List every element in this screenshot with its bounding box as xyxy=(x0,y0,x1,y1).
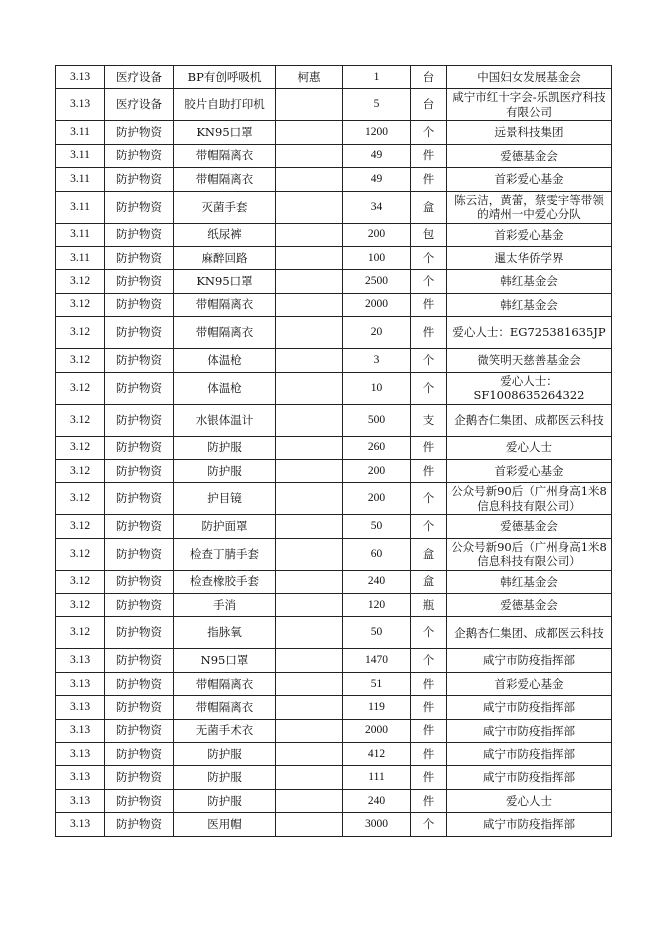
cell-donor: 咸宁市防疫指挥部 xyxy=(447,743,612,766)
cell-date: 3.11 xyxy=(56,191,105,223)
cell-donor: 暹太华侨学界 xyxy=(447,246,612,269)
cell-date: 3.13 xyxy=(56,696,105,719)
cell-category: 防护物资 xyxy=(105,349,174,372)
cell-donor: 中国妇女发展基金会 xyxy=(447,66,612,89)
cell-date: 3.12 xyxy=(56,570,105,593)
cell-item: 灭菌手套 xyxy=(174,191,276,223)
cell-recipient xyxy=(276,813,343,836)
cell-recipient xyxy=(276,617,343,649)
table-row xyxy=(56,649,612,672)
cell-recipient xyxy=(276,538,343,570)
table-row xyxy=(56,121,612,144)
cell-recipient xyxy=(276,789,343,812)
cell-date: 3.12 xyxy=(56,270,105,293)
cell-quantity: 1200 xyxy=(343,121,411,144)
cell-item: 水银体温计 xyxy=(174,404,276,436)
cell-quantity: 100 xyxy=(343,246,411,269)
table-row xyxy=(56,246,612,269)
cell-item: 防护服 xyxy=(174,459,276,482)
cell-recipient xyxy=(276,594,343,617)
cell-recipient xyxy=(276,483,343,515)
cell-unit: 个 xyxy=(411,246,447,269)
cell-recipient xyxy=(276,743,343,766)
cell-recipient xyxy=(276,121,343,144)
table-row xyxy=(56,436,612,459)
cell-recipient xyxy=(276,168,343,191)
cell-category: 防护物资 xyxy=(105,270,174,293)
cell-quantity: 5 xyxy=(343,89,411,121)
cell-unit: 包 xyxy=(411,223,447,246)
cell-donor: 公众号新90后（广州身高1米8信息科技有限公司） xyxy=(447,538,612,570)
cell-date: 3.13 xyxy=(56,766,105,789)
cell-item: 防护服 xyxy=(174,743,276,766)
cell-quantity: 34 xyxy=(343,191,411,223)
cell-recipient xyxy=(276,372,343,404)
cell-item: 麻醉回路 xyxy=(174,246,276,269)
cell-category: 防护物资 xyxy=(105,570,174,593)
cell-unit: 个 xyxy=(411,349,447,372)
cell-date: 3.12 xyxy=(56,594,105,617)
cell-category: 防护物资 xyxy=(105,538,174,570)
cell-category: 防护物资 xyxy=(105,372,174,404)
cell-quantity: 120 xyxy=(343,594,411,617)
cell-date: 3.11 xyxy=(56,144,105,167)
table-row xyxy=(56,766,612,789)
cell-donor: 韩红基金会 xyxy=(447,293,612,316)
cell-quantity: 50 xyxy=(343,617,411,649)
donation-table xyxy=(55,65,612,837)
cell-quantity: 500 xyxy=(343,404,411,436)
cell-category: 防护物资 xyxy=(105,317,174,349)
cell-quantity: 2000 xyxy=(343,293,411,316)
cell-category: 防护物资 xyxy=(105,672,174,695)
cell-donor: 企鹅杏仁集团、成都医云科技 xyxy=(447,404,612,436)
cell-date: 3.12 xyxy=(56,459,105,482)
cell-item: 防护服 xyxy=(174,789,276,812)
cell-item: 医用帽 xyxy=(174,813,276,836)
cell-recipient xyxy=(276,719,343,742)
cell-item: 体温枪 xyxy=(174,349,276,372)
cell-recipient xyxy=(276,459,343,482)
cell-date: 3.13 xyxy=(56,649,105,672)
cell-donor: 企鹅杏仁集团、成都医云科技 xyxy=(447,617,612,649)
cell-item: 带帽隔离衣 xyxy=(174,293,276,316)
cell-category: 医疗设备 xyxy=(105,66,174,89)
cell-category: 防护物资 xyxy=(105,168,174,191)
cell-quantity: 200 xyxy=(343,459,411,482)
cell-unit: 支 xyxy=(411,404,447,436)
cell-donor: 爱德基金会 xyxy=(447,144,612,167)
cell-donor: 首彩爱心基金 xyxy=(447,223,612,246)
cell-item: 防护服 xyxy=(174,436,276,459)
cell-item: KN95口罩 xyxy=(174,270,276,293)
cell-unit: 件 xyxy=(411,436,447,459)
cell-recipient xyxy=(276,223,343,246)
table-row xyxy=(56,483,612,515)
table-row xyxy=(56,696,612,719)
cell-unit: 台 xyxy=(411,89,447,121)
cell-unit: 件 xyxy=(411,719,447,742)
cell-unit: 个 xyxy=(411,515,447,538)
table-row xyxy=(56,317,612,349)
cell-unit: 件 xyxy=(411,766,447,789)
cell-date: 3.12 xyxy=(56,293,105,316)
cell-donor: 爱德基金会 xyxy=(447,594,612,617)
cell-recipient xyxy=(276,696,343,719)
cell-category: 防护物资 xyxy=(105,766,174,789)
cell-date: 3.12 xyxy=(56,372,105,404)
cell-date: 3.13 xyxy=(56,66,105,89)
cell-date: 3.12 xyxy=(56,349,105,372)
cell-donor: 公众号新90后（广州身高1米8信息科技有限公司） xyxy=(447,483,612,515)
table-row xyxy=(56,594,612,617)
cell-item: 纸尿裤 xyxy=(174,223,276,246)
cell-item: 护目镜 xyxy=(174,483,276,515)
cell-unit: 件 xyxy=(411,168,447,191)
cell-quantity: 200 xyxy=(343,483,411,515)
cell-donor: 爱心人士 xyxy=(447,436,612,459)
table-row xyxy=(56,617,612,649)
cell-donor: 爱心人士：SF1008635264322 xyxy=(447,372,612,404)
cell-recipient xyxy=(276,570,343,593)
cell-category: 防护物资 xyxy=(105,813,174,836)
cell-unit: 件 xyxy=(411,789,447,812)
cell-category: 防护物资 xyxy=(105,649,174,672)
cell-category: 防护物资 xyxy=(105,719,174,742)
cell-unit: 个 xyxy=(411,372,447,404)
table-row xyxy=(56,743,612,766)
cell-item: 防护面罩 xyxy=(174,515,276,538)
table-row xyxy=(56,570,612,593)
cell-recipient xyxy=(276,404,343,436)
cell-donor: 咸宁市防疫指挥部 xyxy=(447,649,612,672)
cell-unit: 件 xyxy=(411,743,447,766)
cell-category: 防护物资 xyxy=(105,436,174,459)
cell-item: 带帽隔离衣 xyxy=(174,144,276,167)
cell-category: 防护物资 xyxy=(105,144,174,167)
cell-recipient xyxy=(276,649,343,672)
cell-recipient xyxy=(276,349,343,372)
cell-recipient xyxy=(276,317,343,349)
cell-item: 手消 xyxy=(174,594,276,617)
cell-item: 带帽隔离衣 xyxy=(174,672,276,695)
table-row xyxy=(56,89,612,121)
cell-date: 3.13 xyxy=(56,743,105,766)
cell-category: 防护物资 xyxy=(105,246,174,269)
table-row xyxy=(56,293,612,316)
cell-unit: 盒 xyxy=(411,538,447,570)
cell-date: 3.12 xyxy=(56,436,105,459)
cell-donor: 爱德基金会 xyxy=(447,515,612,538)
cell-unit: 个 xyxy=(411,813,447,836)
cell-recipient xyxy=(276,436,343,459)
cell-date: 3.13 xyxy=(56,789,105,812)
cell-unit: 个 xyxy=(411,121,447,144)
table-row xyxy=(56,538,612,570)
cell-quantity: 50 xyxy=(343,515,411,538)
table-row xyxy=(56,223,612,246)
cell-quantity: 260 xyxy=(343,436,411,459)
cell-recipient xyxy=(276,191,343,223)
cell-quantity: 51 xyxy=(343,672,411,695)
cell-quantity: 20 xyxy=(343,317,411,349)
cell-quantity: 240 xyxy=(343,789,411,812)
cell-quantity: 2500 xyxy=(343,270,411,293)
table-row xyxy=(56,66,612,89)
cell-recipient xyxy=(276,766,343,789)
table-row xyxy=(56,270,612,293)
cell-unit: 个 xyxy=(411,649,447,672)
cell-category: 防护物资 xyxy=(105,191,174,223)
cell-unit: 件 xyxy=(411,672,447,695)
cell-donor: 韩红基金会 xyxy=(447,270,612,293)
cell-date: 3.11 xyxy=(56,246,105,269)
cell-donor: 咸宁市防疫指挥部 xyxy=(447,766,612,789)
table-row xyxy=(56,349,612,372)
cell-recipient xyxy=(276,270,343,293)
cell-date: 3.11 xyxy=(56,121,105,144)
cell-unit: 个 xyxy=(411,270,447,293)
cell-item: 防护服 xyxy=(174,766,276,789)
cell-donor: 首彩爱心基金 xyxy=(447,672,612,695)
cell-item: 指脉氧 xyxy=(174,617,276,649)
cell-donor: 爱心人士 xyxy=(447,789,612,812)
table-row xyxy=(56,719,612,742)
cell-quantity: 111 xyxy=(343,766,411,789)
cell-category: 防护物资 xyxy=(105,121,174,144)
cell-recipient xyxy=(276,89,343,121)
cell-category: 防护物资 xyxy=(105,515,174,538)
cell-item: 体温枪 xyxy=(174,372,276,404)
cell-unit: 件 xyxy=(411,293,447,316)
table-row xyxy=(56,372,612,404)
cell-unit: 瓶 xyxy=(411,594,447,617)
cell-category: 防护物资 xyxy=(105,743,174,766)
cell-category: 防护物资 xyxy=(105,789,174,812)
cell-category: 防护物资 xyxy=(105,617,174,649)
cell-date: 3.12 xyxy=(56,317,105,349)
cell-unit: 个 xyxy=(411,617,447,649)
cell-quantity: 3 xyxy=(343,349,411,372)
cell-donor: 远景科技集团 xyxy=(447,121,612,144)
cell-recipient xyxy=(276,246,343,269)
cell-unit: 个 xyxy=(411,483,447,515)
cell-date: 3.12 xyxy=(56,404,105,436)
cell-quantity: 10 xyxy=(343,372,411,404)
cell-quantity: 200 xyxy=(343,223,411,246)
cell-donor: 首彩爱心基金 xyxy=(447,459,612,482)
cell-quantity: 49 xyxy=(343,168,411,191)
table-row xyxy=(56,515,612,538)
cell-recipient xyxy=(276,293,343,316)
cell-quantity: 60 xyxy=(343,538,411,570)
cell-date: 3.13 xyxy=(56,672,105,695)
cell-item: BP有创呼吸机 xyxy=(174,66,276,89)
cell-donor: 陈云洁，黄蕾，蔡雯宇等带领的靖州一中爱心分队 xyxy=(447,191,612,223)
cell-item: 带帽隔离衣 xyxy=(174,317,276,349)
table-body xyxy=(56,66,612,837)
cell-donor: 爱心人士：EG725381635JP xyxy=(447,317,612,349)
cell-recipient xyxy=(276,672,343,695)
cell-date: 3.12 xyxy=(56,617,105,649)
cell-unit: 件 xyxy=(411,317,447,349)
cell-category: 防护物资 xyxy=(105,404,174,436)
cell-quantity: 2000 xyxy=(343,719,411,742)
cell-unit: 件 xyxy=(411,144,447,167)
cell-date: 3.11 xyxy=(56,223,105,246)
cell-item: 带帽隔离衣 xyxy=(174,168,276,191)
table-row xyxy=(56,789,612,812)
cell-item: N95口罩 xyxy=(174,649,276,672)
cell-unit: 件 xyxy=(411,696,447,719)
cell-donor: 咸宁市防疫指挥部 xyxy=(447,719,612,742)
cell-quantity: 49 xyxy=(343,144,411,167)
cell-date: 3.12 xyxy=(56,483,105,515)
cell-quantity: 240 xyxy=(343,570,411,593)
table-row xyxy=(56,459,612,482)
cell-unit: 盒 xyxy=(411,570,447,593)
cell-quantity: 412 xyxy=(343,743,411,766)
cell-quantity: 119 xyxy=(343,696,411,719)
table-row xyxy=(56,672,612,695)
cell-item: 胶片自助打印机 xyxy=(174,89,276,121)
cell-donor: 首彩爱心基金 xyxy=(447,168,612,191)
cell-category: 医疗设备 xyxy=(105,89,174,121)
cell-category: 防护物资 xyxy=(105,459,174,482)
cell-donor: 咸宁市防疫指挥部 xyxy=(447,696,612,719)
cell-item: 检查橡胶手套 xyxy=(174,570,276,593)
cell-category: 防护物资 xyxy=(105,696,174,719)
cell-unit: 台 xyxy=(411,66,447,89)
cell-item: 无菌手术衣 xyxy=(174,719,276,742)
cell-date: 3.11 xyxy=(56,168,105,191)
cell-category: 防护物资 xyxy=(105,483,174,515)
cell-unit: 件 xyxy=(411,459,447,482)
cell-recipient xyxy=(276,144,343,167)
cell-quantity: 1470 xyxy=(343,649,411,672)
table-row xyxy=(56,144,612,167)
cell-item: 带帽隔离衣 xyxy=(174,696,276,719)
cell-date: 3.12 xyxy=(56,515,105,538)
cell-unit: 盒 xyxy=(411,191,447,223)
cell-quantity: 3000 xyxy=(343,813,411,836)
table-row xyxy=(56,168,612,191)
table-row xyxy=(56,404,612,436)
cell-donor: 咸宁市红十字会-乐凯医疗科技有限公司 xyxy=(447,89,612,121)
cell-category: 防护物资 xyxy=(105,223,174,246)
cell-item: KN95口罩 xyxy=(174,121,276,144)
cell-donor: 微笑明天慈善基金会 xyxy=(447,349,612,372)
cell-date: 3.12 xyxy=(56,538,105,570)
cell-donor: 韩红基金会 xyxy=(447,570,612,593)
cell-quantity: 1 xyxy=(343,66,411,89)
cell-date: 3.13 xyxy=(56,813,105,836)
cell-date: 3.13 xyxy=(56,89,105,121)
cell-date: 3.13 xyxy=(56,719,105,742)
table-row xyxy=(56,191,612,223)
cell-item: 检查丁腈手套 xyxy=(174,538,276,570)
cell-recipient: 柯惠 xyxy=(276,66,343,89)
cell-category: 防护物资 xyxy=(105,594,174,617)
cell-category: 防护物资 xyxy=(105,293,174,316)
cell-recipient xyxy=(276,515,343,538)
cell-donor: 咸宁市防疫指挥部 xyxy=(447,813,612,836)
table-row xyxy=(56,813,612,836)
